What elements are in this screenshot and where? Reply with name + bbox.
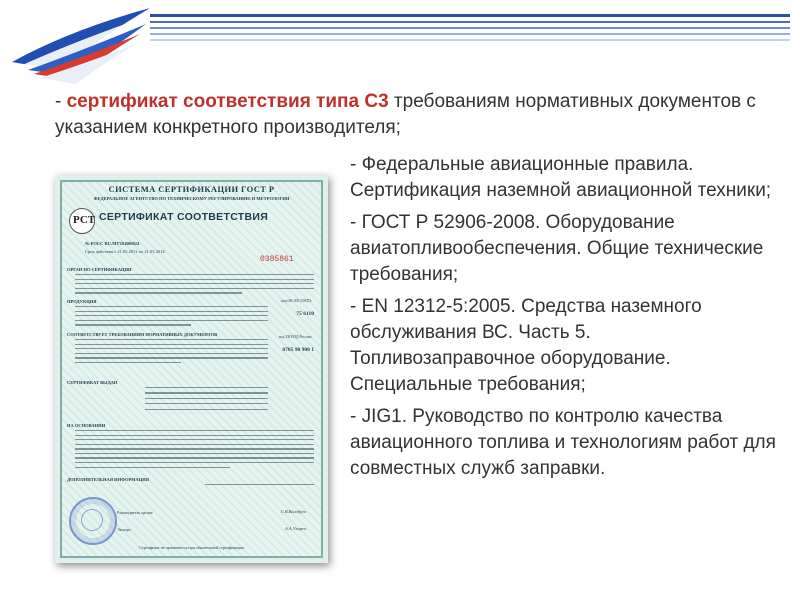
cert-requirements-label: СООТВЕТСТВУЕТ ТРЕБОВАНИЯМ НОРМАТИВНЫХ ДОКУМЕНТОВ (67, 332, 218, 337)
bullet-item: - EN 12312-5:2005. Средства наземного обслуживания ВС. Часть 5. Топливозаправочное оборудование. Специальные требования; (350, 296, 702, 395)
lead-dash: - (55, 91, 67, 112)
certificate-image (55, 175, 328, 563)
cert-product-label: ПРОДУКЦИЯ (67, 299, 97, 304)
cert-agency: ФЕДЕРАЛЬНОЕ АГЕНТСТВО ПО ТЕХНИЧЕСКОМУ РЕГУЛИРОВАНИЮ И МЕТРОЛОГИИ (93, 196, 290, 201)
cert-extra-text (205, 484, 314, 489)
cert-footer: Сертификат не применяется при обязательной сертификации (139, 545, 244, 550)
standards-list (350, 152, 780, 488)
cert-tn-code: 8705 90 900 1 (282, 347, 314, 353)
cert-basis-label: НА ОСНОВАНИИ (67, 423, 106, 428)
airline-logo-icon (12, 8, 150, 84)
cert-okp-label: код ОК 005 (ОКП): (281, 299, 312, 303)
cert-serial-number: 0385861 (260, 255, 294, 264)
blue-stripes (150, 14, 790, 41)
cert-head-label: Руководитель органа (117, 510, 153, 515)
cert-issued-label: СЕРТИФИКАТ ВЫДАН (67, 380, 118, 385)
cert-expert-label: Эксперт (117, 527, 131, 532)
bullet-item: - ГОСТ Р 52906-2008. Оборудование авиатопливообеспечения. Общие технические требования; (350, 212, 764, 285)
gost-logo-icon: РСТ (69, 208, 95, 234)
cert-issued-text (145, 387, 268, 414)
cert-extra-label: ДОПОЛНИТЕЛЬНАЯ ИНФОРМАЦИЯ (67, 477, 149, 482)
cert-okp-code: 75 6110 (296, 311, 314, 317)
lead-accent: сертификат соответствия типа С3 (66, 91, 389, 112)
lead-paragraph (55, 89, 775, 141)
cert-validity: Срок действия с 21.03.2011 по 21.03.2014 (85, 249, 165, 254)
cert-tn-label: код ТН ВЭД России: (278, 335, 312, 339)
lead-rest: требованиям нормативных документов с указанием конкретного производителя; (55, 91, 756, 138)
bullet-item: - JIG1. Руководство по контролю качества авиационного топлива и технологиям работ для совместных служб заправки. (350, 406, 776, 479)
cert-product-text (75, 306, 268, 329)
cert-head-signature: С.В.Волобуев (280, 509, 306, 514)
cert-system-title: СИСТЕМА СЕРТИФИКАЦИИ ГОСТ Р (108, 184, 275, 194)
header-decoration (0, 0, 800, 90)
cert-stamp-icon (69, 497, 117, 545)
bullet-item: - Федеральные авиационные правила. Сертификация наземной авиационной техники; (350, 154, 772, 201)
cert-organ-label: ОРГАН ПО СЕРТИФИКАЦИИ (67, 267, 132, 272)
cert-organ-text (75, 274, 314, 297)
cert-expert-signature: А.А.Ухарев (285, 526, 306, 531)
cert-requirements-text (75, 339, 268, 366)
cert-title: СЕРТИФИКАТ СООТВЕТСТВИЯ (99, 211, 269, 223)
cert-registration-number: № РОСС RU.МТ38.В00824 (85, 241, 140, 246)
cert-basis-text (75, 430, 314, 471)
